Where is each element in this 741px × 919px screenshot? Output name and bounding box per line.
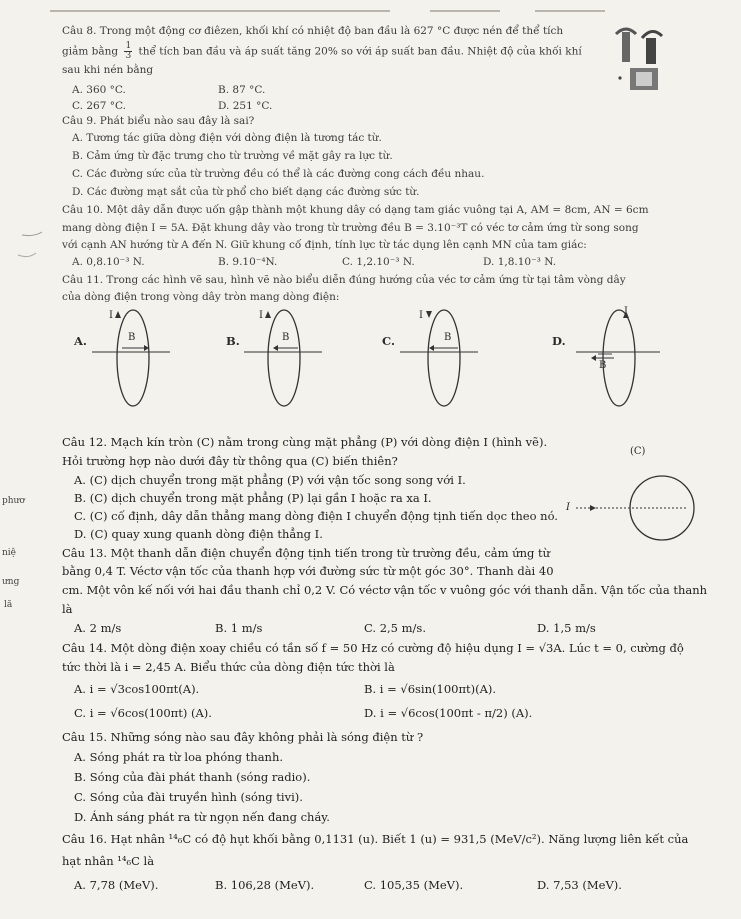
q15-option-d: D. Ánh sáng phát ra từ ngọn nến đang cháy. bbox=[74, 810, 330, 824]
figure-c bbox=[382, 308, 482, 418]
q10-option-d: D. 1,8.10⁻³ N. bbox=[483, 256, 557, 268]
q12-figure bbox=[568, 448, 688, 558]
q10-option-a: A. 0,8.10⁻³ N. bbox=[72, 256, 145, 268]
q16-line1: Câu 16. Hạt nhân ¹⁴₆C có độ hụt khối bằng 0,1131 (u). Biết 1 (u) = 931,5 (MeV/c²). Năng lượng liên kết của bbox=[62, 832, 689, 846]
figure-a bbox=[74, 308, 174, 418]
q12-line1: Câu 12. Mạch kín tròn (C) nằm trong cùng mặt phẳng (P) với dòng điện I (hình vẽ). bbox=[62, 435, 548, 449]
q13-option-a: A. 2 m/s bbox=[74, 621, 122, 635]
q10-line3: với cạnh AN hướng từ A đến N. Giữ khung cố định, tính lực từ tác dụng lên cạnh MN của tam giác: bbox=[62, 239, 587, 251]
q8-line2-a: giảm bằng bbox=[62, 45, 119, 58]
q13-option-d: D. 1,5 m/s bbox=[537, 621, 596, 635]
figure-d-field: B bbox=[599, 360, 607, 371]
figure-b-label: B. bbox=[226, 334, 240, 348]
top-rule-2 bbox=[430, 10, 500, 12]
q8-line2-b: thể tích ban đầu và áp suất tăng 20% so với áp suất ban đầu. Nhiệt độ của khối khí bbox=[138, 45, 582, 58]
q8-option-b: B. 87 °C. bbox=[218, 84, 266, 96]
figure-a-field: B bbox=[128, 332, 136, 343]
q14-option-d: D. i = √6cos(100πt - π/2) (A). bbox=[364, 706, 533, 720]
q8-line2 bbox=[62, 42, 582, 61]
figure-c-current: I bbox=[419, 310, 423, 321]
q14-line2: tức thời là i = 2,45 A. Biểu thức của dòng điện tức thời là bbox=[62, 660, 395, 674]
q14-option-c: C. i = √6cos(100πt) (A). bbox=[74, 706, 212, 720]
q15-option-a: A. Sóng phát ra từ loa phóng thanh. bbox=[74, 750, 284, 764]
q16-option-d: D. 7,53 (MeV). bbox=[537, 878, 622, 892]
q12-option-c: C. (C) cố định, dây dẫn thẳng mang dòng điện I chuyển động tịnh tiến dọc theo nó. bbox=[74, 509, 558, 523]
q13-option-b: B. 1 m/s bbox=[215, 621, 263, 635]
figure-b-current: I bbox=[259, 310, 263, 321]
figure-d-current: I bbox=[624, 306, 628, 317]
figure-c-field: B bbox=[444, 332, 452, 343]
q12-circle-figure bbox=[568, 448, 688, 558]
q10-line1: Câu 10. Một dây dẫn được uốn gập thành một khung dây có dạng tam giác vuông tại A, AM = 8cm, AN = 6cm bbox=[62, 204, 649, 216]
top-rule-3 bbox=[535, 10, 605, 12]
q16-option-a: A. 7,78 (MeV). bbox=[74, 878, 159, 892]
q9-option-c: C. Các đường sức của từ trường đều có thể là các đường cong cách đều nhau. bbox=[72, 168, 485, 180]
figure-a-label: A. bbox=[74, 334, 87, 348]
figure-c-label: C. bbox=[382, 334, 395, 348]
q9-option-d: D. Các đường mạt sắt của từ phổ cho biết dạng các đường sức từ. bbox=[72, 186, 420, 198]
q12-option-a: A. (C) dịch chuyển trong mặt phẳng (P) với vận tốc song song với I. bbox=[74, 473, 466, 487]
q14-line1: Câu 14. Một dòng điện xoay chiều có tần số f = 50 Hz có cường độ hiệu dụng I = √3A. Lúc t = 0, cường độ bbox=[62, 641, 684, 655]
q16-line2: hạt nhân ¹⁴₆C là bbox=[62, 854, 155, 868]
q13-line4: là bbox=[62, 602, 73, 616]
q11-line2: của dòng điện trong vòng dây tròn mang dòng điện: bbox=[62, 291, 340, 303]
top-rule-1 bbox=[50, 10, 390, 12]
q12-option-b: B. (C) dịch chuyển trong mặt phẳng (P) lại gần I hoặc ra xa I. bbox=[74, 491, 432, 505]
fraction-one-third bbox=[124, 42, 132, 61]
q8-option-d: D. 251 °C. bbox=[218, 100, 273, 112]
figure-a-loop bbox=[74, 308, 174, 418]
q10-line2: mang dòng điện I = 5A. Đặt khung dây vào trong từ trường đều B = 3.10⁻³T có véc tơ cảm ứng từ song song bbox=[62, 222, 639, 234]
q13-line3: cm. Một vôn kế nối với hai đầu thanh chỉ 0,2 V. Có véctơ vận tốc v vuông góc với thanh dẫn. Vận tốc của thanh bbox=[62, 583, 708, 597]
q14-option-b: B. i = √6sin(100πt)(A). bbox=[364, 682, 497, 696]
q12-current-label: I bbox=[566, 502, 570, 513]
figure-b-loop bbox=[226, 308, 326, 418]
piston-icon bbox=[612, 24, 672, 92]
figure-a-current: I bbox=[109, 310, 113, 321]
figure-c-loop bbox=[382, 308, 482, 418]
figure-d-loop bbox=[552, 308, 672, 418]
q9-stem: Câu 9. Phát biểu nào sau đây là sai? bbox=[62, 115, 255, 127]
q16-option-c: C. 105,35 (MeV). bbox=[364, 878, 464, 892]
q8-option-c: C. 267 °C. bbox=[72, 100, 126, 112]
figure-b-field: B bbox=[282, 332, 290, 343]
q9-option-a: A. Tương tác giữa dòng điện với dòng điện là tương tác từ. bbox=[72, 132, 382, 144]
figure-b bbox=[226, 308, 326, 418]
q8-option-a: A. 360 °C. bbox=[72, 84, 126, 96]
frac-den: 3 bbox=[125, 51, 132, 61]
q16-option-b: B. 106,28 (MeV). bbox=[215, 878, 315, 892]
q13-line1: Câu 13. Một thanh dẫn điện chuyển động tịnh tiến trong từ trường đều, cảm ứng từ bbox=[62, 546, 551, 560]
q11-line1: Câu 11. Trong các hình vẽ sau, hình vẽ nào biểu diễn đúng hướng của véc tơ cảm ứng từ tại tâm vòng dây bbox=[62, 274, 626, 286]
margin-fragment-3: ưng bbox=[2, 577, 20, 587]
margin-fragment-4: lă bbox=[4, 600, 13, 610]
q9-option-b: B. Cảm ứng từ đặc trưng cho từ trường về mặt gây ra lực từ. bbox=[72, 150, 393, 162]
q10-option-b: B. 9.10⁻⁴N. bbox=[218, 256, 278, 268]
figure-d-label: D. bbox=[552, 334, 566, 348]
q12-line2: Hỏi trường hợp nào dưới đây từ thông qua (C) biến thiên? bbox=[62, 454, 398, 468]
q14-option-a: A. i = √3cos100πt(A). bbox=[74, 682, 200, 696]
margin-ink-marks bbox=[14, 225, 54, 280]
q12-circle-label: (C) bbox=[630, 446, 646, 457]
margin-fragment-2: niệ bbox=[2, 548, 17, 558]
piston-illustration bbox=[612, 24, 672, 96]
q10-option-c: C. 1,2.10⁻³ N. bbox=[342, 256, 415, 268]
figure-d bbox=[552, 308, 672, 418]
q8-line1: Câu 8. Trong một động cơ điêzen, khối khí có nhiệt độ ban đầu là 627 °C được nén để thể tích bbox=[62, 25, 564, 37]
q13-line2: bằng 0,4 T. Véctơ vận tốc của thanh hợp với đường sức từ một góc 30°. Thanh dài 40 bbox=[62, 564, 554, 578]
q15-stem: Câu 15. Những sóng nào sau đây không phải là sóng điện từ ? bbox=[62, 730, 424, 744]
q13-option-c: C. 2,5 m/s. bbox=[364, 621, 426, 635]
margin-fragment-1: phươ bbox=[2, 496, 25, 506]
frac-num: 1 bbox=[125, 41, 132, 51]
q15-option-c: C. Sóng của đài truyền hình (sóng tivi). bbox=[74, 790, 303, 804]
q8-line3: sau khi nén bằng bbox=[62, 64, 154, 76]
q12-option-d: D. (C) quay xung quanh dòng điện thẳng I. bbox=[74, 527, 323, 541]
q15-option-b: B. Sóng của đài phát thanh (sóng radio). bbox=[74, 770, 311, 784]
